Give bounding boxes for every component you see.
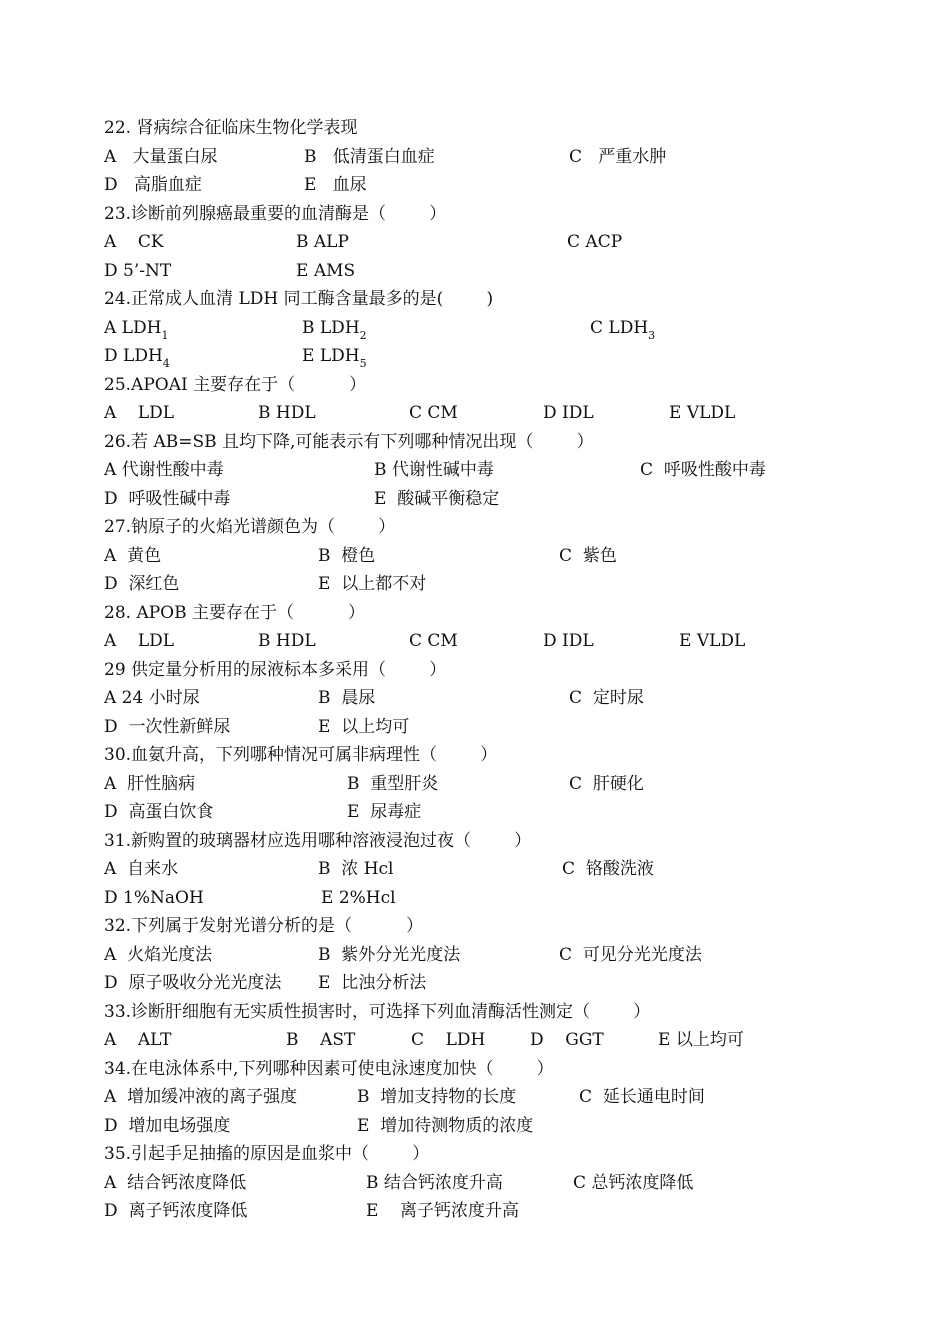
option-row (104, 545, 924, 572)
answer-option: E VLDL (669, 403, 736, 423)
answer-option: E 增加待测物质的浓度 (357, 1115, 534, 1136)
subscript: 3 (648, 328, 656, 342)
answer-option: A 肝性脑病 (104, 773, 196, 794)
answer-option: C 严重水肿 (569, 146, 667, 167)
answer-option: D 5’-NT (104, 260, 172, 281)
answer-option: C CM (409, 631, 458, 651)
answer-option: C 延长通电时间 (579, 1087, 705, 1107)
question-text: 32.下列属于发射光谱分析的是（ ） (104, 916, 424, 936)
answer-option: A 结合钙浓度降低 (104, 1172, 247, 1193)
answer-option: D IDL (543, 403, 594, 423)
answer-option: E 2%Hcl (321, 887, 396, 908)
answer-option: E 比浊分析法 (318, 973, 427, 993)
answer-option: B ALP (296, 232, 349, 252)
answer-option: B 结合钙浓度升高 (366, 1172, 503, 1193)
question-stem (104, 374, 924, 401)
question-stem (104, 203, 924, 230)
answer-option: D 增加电场强度 (104, 1115, 231, 1136)
answer-option: E 酸碱平衡稳定 (374, 488, 500, 509)
question-text: 34.在电泳体系中,下列哪种因素可使电泳速度加快（ ） (104, 1058, 554, 1079)
answer-option: E 离子钙浓度升高 (366, 1201, 520, 1221)
option-row (104, 975, 924, 999)
option-row (104, 1032, 924, 1056)
answer-option: D 高蛋白饮食 (104, 802, 214, 822)
answer-option: A 代谢性酸中毒 (104, 460, 224, 480)
question-stem (104, 659, 924, 686)
option-row (104, 716, 924, 743)
answer-option: C $LDH_3$ (590, 317, 656, 342)
question-text: 31.新购置的玻璃器材应选用哪种溶液浸泡过夜（ ） (104, 830, 532, 851)
answer-option: D 一次性新鲜尿 (104, 716, 231, 737)
question-text: 29 供定量分析用的尿液标本多采用（ ） (104, 659, 447, 680)
answer-option: C 可见分光光度法 (559, 944, 702, 965)
option-row (104, 576, 924, 600)
option-row (104, 1203, 924, 1227)
answer-option: E 以上均可 (658, 1030, 744, 1050)
question-stem (104, 1058, 924, 1085)
answer-option: C ACP (567, 232, 623, 252)
question-text: 35.引起手足抽搐的原因是血浆中（ ） (104, 1144, 430, 1164)
answer-option: B 晨尿 (318, 688, 376, 708)
option-row (104, 804, 924, 828)
answer-option: B 增加支持物的长度 (357, 1087, 517, 1107)
answer-option: E 血尿 (304, 175, 367, 195)
option-row (104, 488, 924, 515)
answer-option: B 代谢性碱中毒 (374, 460, 494, 480)
answer-option: C 紫色 (559, 545, 617, 566)
option-row (104, 177, 924, 201)
answer-option: A LDL (104, 631, 175, 651)
option-row (104, 690, 924, 714)
question-stem (104, 1001, 924, 1028)
answer-option: A LDL (104, 403, 175, 423)
answer-option: D GGT (530, 1030, 604, 1050)
answer-option: E VLDL (679, 631, 746, 651)
answer-option: B 橙色 (318, 545, 376, 566)
answer-option: D 离子钙浓度降低 (104, 1201, 248, 1221)
option-row (104, 1089, 924, 1113)
question-text: 22. 肾病综合征临床生物化学表现 (104, 118, 358, 138)
answer-option: A ALT (104, 1030, 172, 1050)
answer-option: A $LDH_1$ (104, 317, 169, 342)
option-row (104, 887, 924, 914)
question-stem (104, 918, 924, 942)
option-row (104, 146, 924, 173)
answer-option: A 大量蛋白尿 (104, 146, 218, 167)
question-text: 26.若 AB=SB 且均下降,可能表示有下列哪种情况出现（ ） (104, 431, 594, 452)
answer-option: A 24 小时尿 (104, 688, 200, 708)
option-row (104, 861, 924, 885)
answer-option: C 肝硬化 (569, 773, 644, 794)
answer-option: D 呼吸性碱中毒 (104, 488, 231, 509)
question-text: 30.血氨升高，下列哪种情况可属非病理性（ ） (104, 745, 498, 765)
question-text: 23.诊断前列腺癌最重要的血清酶是（ ） (104, 203, 447, 224)
subscript: 2 (359, 328, 367, 342)
option-row (104, 1172, 924, 1199)
answer-option: D $LDH_4$ (104, 346, 170, 370)
option-row (104, 773, 924, 800)
question-stem (104, 291, 924, 315)
question-text: 33.诊断肝细胞有无实质性损害时，可选择下列血清酶活性测定（ ） (104, 1001, 651, 1022)
question-stem (104, 1146, 924, 1170)
question-stem (104, 431, 924, 458)
answer-option: E AMS (296, 260, 356, 281)
answer-option: E $LDH_5$ (302, 346, 367, 370)
answer-option: C 铬酸洗液 (562, 859, 654, 879)
answer-option: D 原子吸收分光光度法 (104, 973, 282, 993)
subscript: 4 (162, 357, 170, 370)
answer-option: C CM (409, 403, 458, 423)
question-stem (104, 747, 924, 771)
question-stem (104, 519, 924, 543)
option-row (104, 405, 924, 429)
answer-option: D IDL (543, 631, 594, 651)
answer-option: D 1%NaOH (104, 887, 204, 908)
answer-option: B HDL (258, 631, 316, 651)
subscript: 1 (161, 328, 169, 342)
option-row (104, 348, 924, 372)
question-text: 28. APOB 主要存在于（ ） (104, 602, 366, 623)
answer-option: A 黄色 (104, 545, 162, 566)
answer-option: E 以上都不对 (318, 574, 427, 594)
answer-option: C LDH (411, 1030, 486, 1050)
answer-option: A CK (104, 232, 164, 252)
answer-option: D 高脂血症 (104, 175, 202, 195)
answer-option: C 呼吸性酸中毒 (640, 460, 766, 480)
answer-option: E 尿毒症 (347, 802, 422, 822)
answer-option: B 重型肝炎 (347, 773, 439, 794)
option-row (104, 633, 924, 657)
option-row (104, 260, 924, 287)
option-row (104, 317, 924, 344)
answer-option: A 增加缓冲液的离子强度 (104, 1087, 298, 1107)
answer-option: D 深红色 (104, 574, 180, 594)
answer-option: C 总钙浓度降低 (573, 1172, 694, 1193)
answer-option: B $LDH_2$ (302, 317, 367, 342)
option-row (104, 462, 924, 486)
question-text: 24.正常成人血清 LDH 同工酶含量最多的是( ) (104, 289, 494, 309)
subscript: 5 (359, 357, 367, 370)
question-text: 25.APOAI 主要存在于（ ） (104, 374, 367, 395)
answer-option: C 定时尿 (569, 688, 644, 708)
answer-option: B HDL (258, 403, 316, 423)
question-stem (104, 830, 924, 857)
answer-option: B 浓 Hcl (318, 859, 394, 879)
question-text: 27.钠原子的火焰光谱颜色为（ ） (104, 517, 396, 537)
option-row (104, 944, 924, 971)
option-row (104, 1115, 924, 1142)
question-stem (104, 120, 924, 144)
answer-option: A 火焰光度法 (104, 944, 213, 965)
answer-option: B 紫外分光光度法 (318, 944, 461, 965)
answer-option: E 以上均可 (318, 716, 410, 737)
answer-option: A 自来水 (104, 859, 179, 879)
answer-option: B 低清蛋白血症 (304, 146, 435, 167)
option-row (104, 234, 924, 258)
question-stem (104, 602, 924, 629)
answer-option: B AST (286, 1030, 356, 1050)
